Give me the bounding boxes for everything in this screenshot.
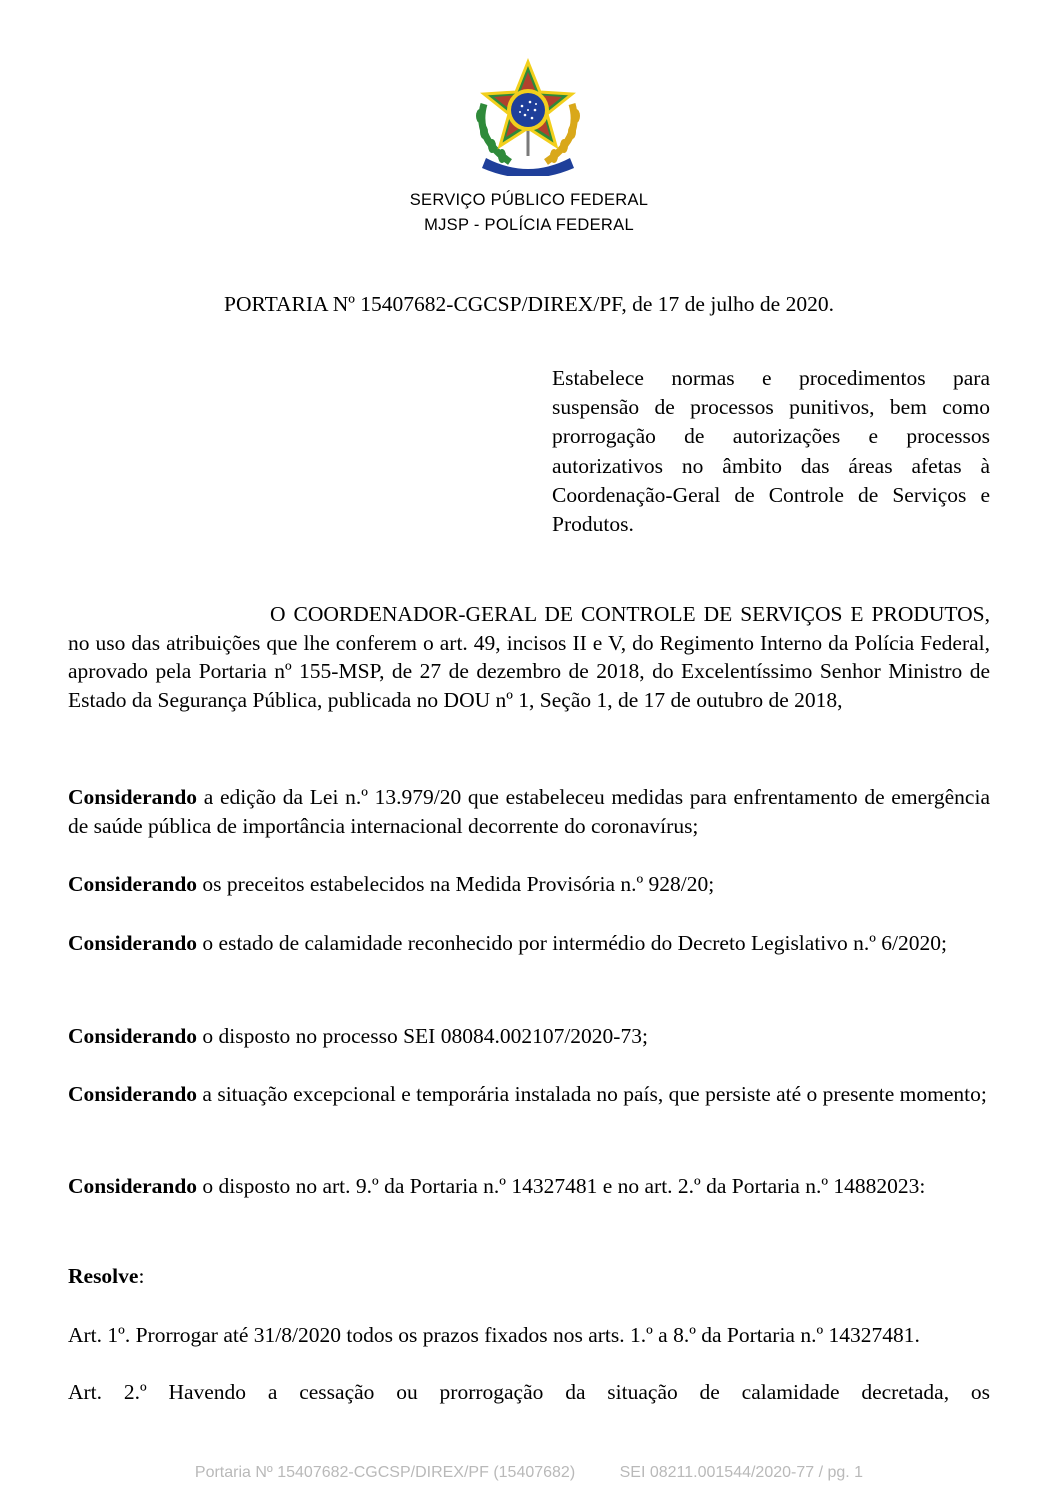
article-2: Art. 2.º Havendo a cessação ou prorrogação da situação de calamidade decretada, os <box>68 1380 990 1404</box>
considerando-paragraph <box>68 1022 990 1051</box>
considerando-text: o estado de calamidade reconhecido por intermédio do Decreto Legislativo n.º 6/2020; <box>197 931 948 955</box>
header-line-agency: SERVIÇO PÚBLICO FEDERAL <box>409 191 649 209</box>
considerando-text: os preceitos estabelecidos na Medida Provisória n.º 928/20; <box>197 872 715 896</box>
considerando-text: a situação excepcional e temporária instalada no país, que persiste até o presente momento; <box>197 1082 987 1106</box>
considerando-label: Considerando <box>68 1082 198 1106</box>
considerando-label: Considerando <box>68 931 198 955</box>
considerando-paragraph <box>68 870 990 899</box>
header-line-ministry: MJSP - POLÍCIA FEDERAL <box>424 216 634 234</box>
article-1: Art. 1º. Prorrogar até 31/8/2020 todos os prazos fixados nos arts. 1.º a 8.º da Portaria n.º 14327481. <box>68 1323 920 1347</box>
considerando-label: Considerando <box>68 1024 198 1048</box>
considerando-label: Considerando <box>68 872 198 896</box>
considerando-paragraph <box>68 929 990 958</box>
resolve-heading <box>68 1262 990 1291</box>
considerando-paragraph <box>68 783 990 840</box>
preamble-paragraph: O COORDENADOR-GERAL DE CONTROLE DE SERVIÇOS E PRODUTOS, no uso das atribuições que lhe conferem o art. 49, incisos II e V, do Regimento Interno da Polícia Federal, aprovado pela Portaria nº 155-MSP, de 27 de dezembro de 2018, do Excelentíssimo Senhor Ministro de Estado da Segurança Pública, publicada no DOU nº 1, Seção 1, de 17 de outubro de 2018, <box>68 602 990 712</box>
considerando-label: Considerando <box>68 1174 198 1198</box>
resolve-label: Resolve <box>68 1264 139 1288</box>
document-header <box>0 188 1058 238</box>
considerando-paragraph <box>68 1172 990 1201</box>
page-footer: Portaria Nº 15407682-CGCSP/DIREX/PF (15407682) SEI 08211.001544/2020-77 / pg. 1 <box>194 1464 864 1481</box>
considerando-text: o disposto no processo SEI 08084.002107/2020-73; <box>197 1024 648 1048</box>
brazil-coat-of-arms-icon <box>470 58 586 176</box>
ementa-summary: Estabelece normas e procedimentos para suspensão de processos punitivos, bem como prorrogação de autorizações e processos autorizativos no âmbito das áreas afetas à Coordenação-Geral de Controle de Serviços e Produtos. <box>552 366 990 537</box>
document-title: PORTARIA Nº 15407682-CGCSP/DIREX/PF, de 17 de julho de 2020. <box>224 292 834 316</box>
considerando-paragraph <box>68 1080 990 1109</box>
considerando-text: o disposto no art. 9.º da Portaria n.º 14327481 e no art. 2.º da Portaria n.º 14882023: <box>197 1174 926 1198</box>
resolve-colon: : <box>138 1264 145 1288</box>
considerando-text: a edição da Lei n.º 13.979/20 que estabeleceu medidas para enfrentamento de emergência de saúde pública de importância internacional decorrente do coronavírus; <box>68 785 990 838</box>
considerando-label: Considerando <box>68 785 198 809</box>
